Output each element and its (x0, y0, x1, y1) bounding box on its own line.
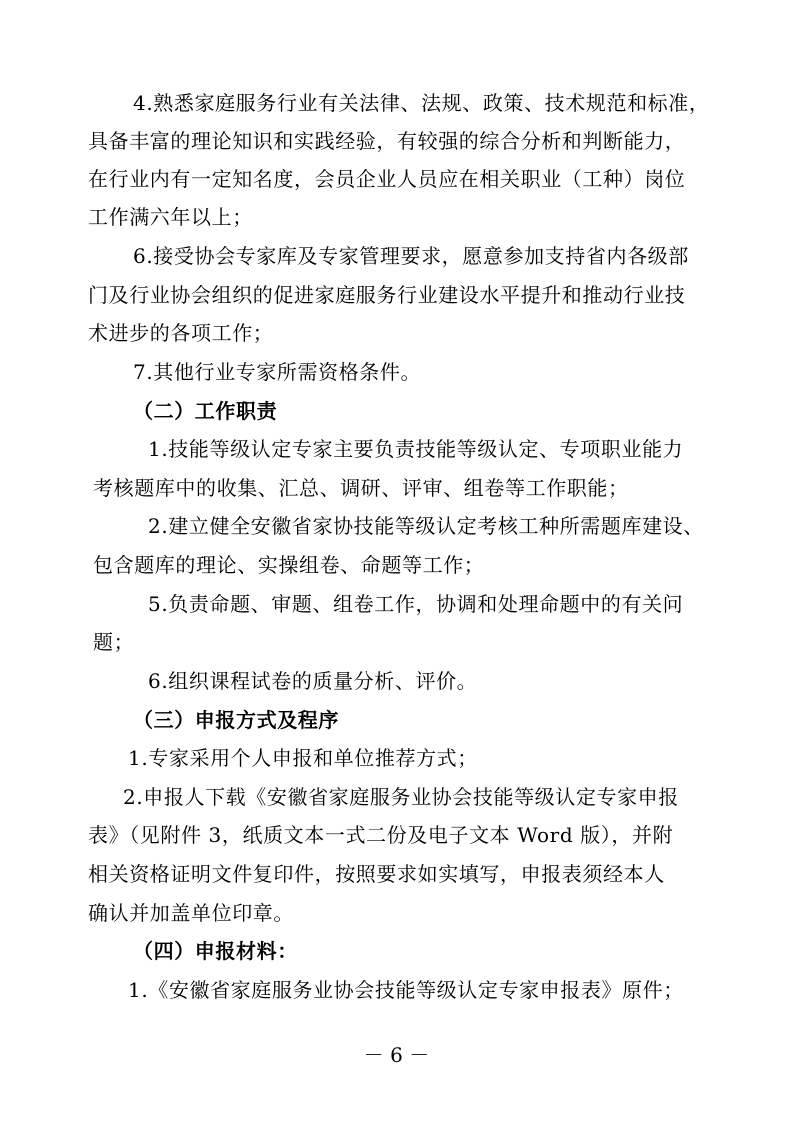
paragraph-line: 具备丰富的理论知识和实践经验，有较强的综合分析和判断能力， (88, 129, 686, 153)
paragraph-line: 确认并加盖单位印章。 (88, 901, 294, 925)
paragraph-line: 工作满六年以上； (88, 205, 253, 229)
paragraph-line: 包含题库的理论、实操组卷、命题等工作； (93, 553, 485, 577)
paragraph-line: 1.专家采用个人申报和单位推荐方式； (128, 746, 478, 770)
paragraph-line: 6.组织课程试卷的质量分析、评价。 (148, 669, 478, 693)
section-heading: （三）申报方式及程序 (133, 708, 339, 732)
paragraph-line: 门及行业协会组织的促进家庭服务行业建设水平提升和推动行业技 (88, 283, 686, 307)
section-heading: （二）工作职责 (133, 399, 278, 423)
paragraph-line: 1.技能等级认定专家主要负责技能等级认定、专项职业能力 (148, 437, 684, 461)
paragraph-line: 考核题库中的收集、汇总、调研、评审、组卷等工作职能； (93, 476, 629, 500)
paragraph-line: 6.接受协会专家库及专家管理要求，愿意参加支持省内各级部 (133, 244, 689, 268)
paragraph-line: 7.其他行业专家所需资格条件。 (133, 360, 422, 384)
paragraph-line: 相关资格证明文件复印件，按照要求如实填写，申报表须经本人 (88, 862, 665, 886)
paragraph-line: 术进步的各项工作； (88, 321, 274, 345)
paragraph-line: 5.负责命题、审题、组卷工作，协调和处理命题中的有关问 (148, 592, 684, 616)
paragraph-line: 2.申报人下载《安徽省家庭服务业协会技能等级认定专家申报 (123, 785, 679, 809)
section-heading: （四）申报材料： (133, 939, 298, 963)
paragraph-line: 表》（见附件 3，纸质文本一式二份及电子文本 Word 版），并附 (88, 823, 674, 847)
paragraph-line: 2.建立健全安徽省家协技能等级认定考核工种所需题库建设、 (148, 514, 704, 538)
paragraph-line: 1.《安徽省家庭服务业协会技能等级认定专家申报表》原件； (128, 978, 684, 1002)
page-number: － 6 － (363, 1043, 430, 1067)
paragraph-line: 4.熟悉家庭服务行业有关法律、法规、政策、技术规范和标准， (133, 91, 710, 115)
paragraph-line: 题； (93, 630, 135, 654)
paragraph-line: 在行业内有一定知名度，会员企业人员应在相关职业（工种）岗位 (88, 167, 686, 191)
